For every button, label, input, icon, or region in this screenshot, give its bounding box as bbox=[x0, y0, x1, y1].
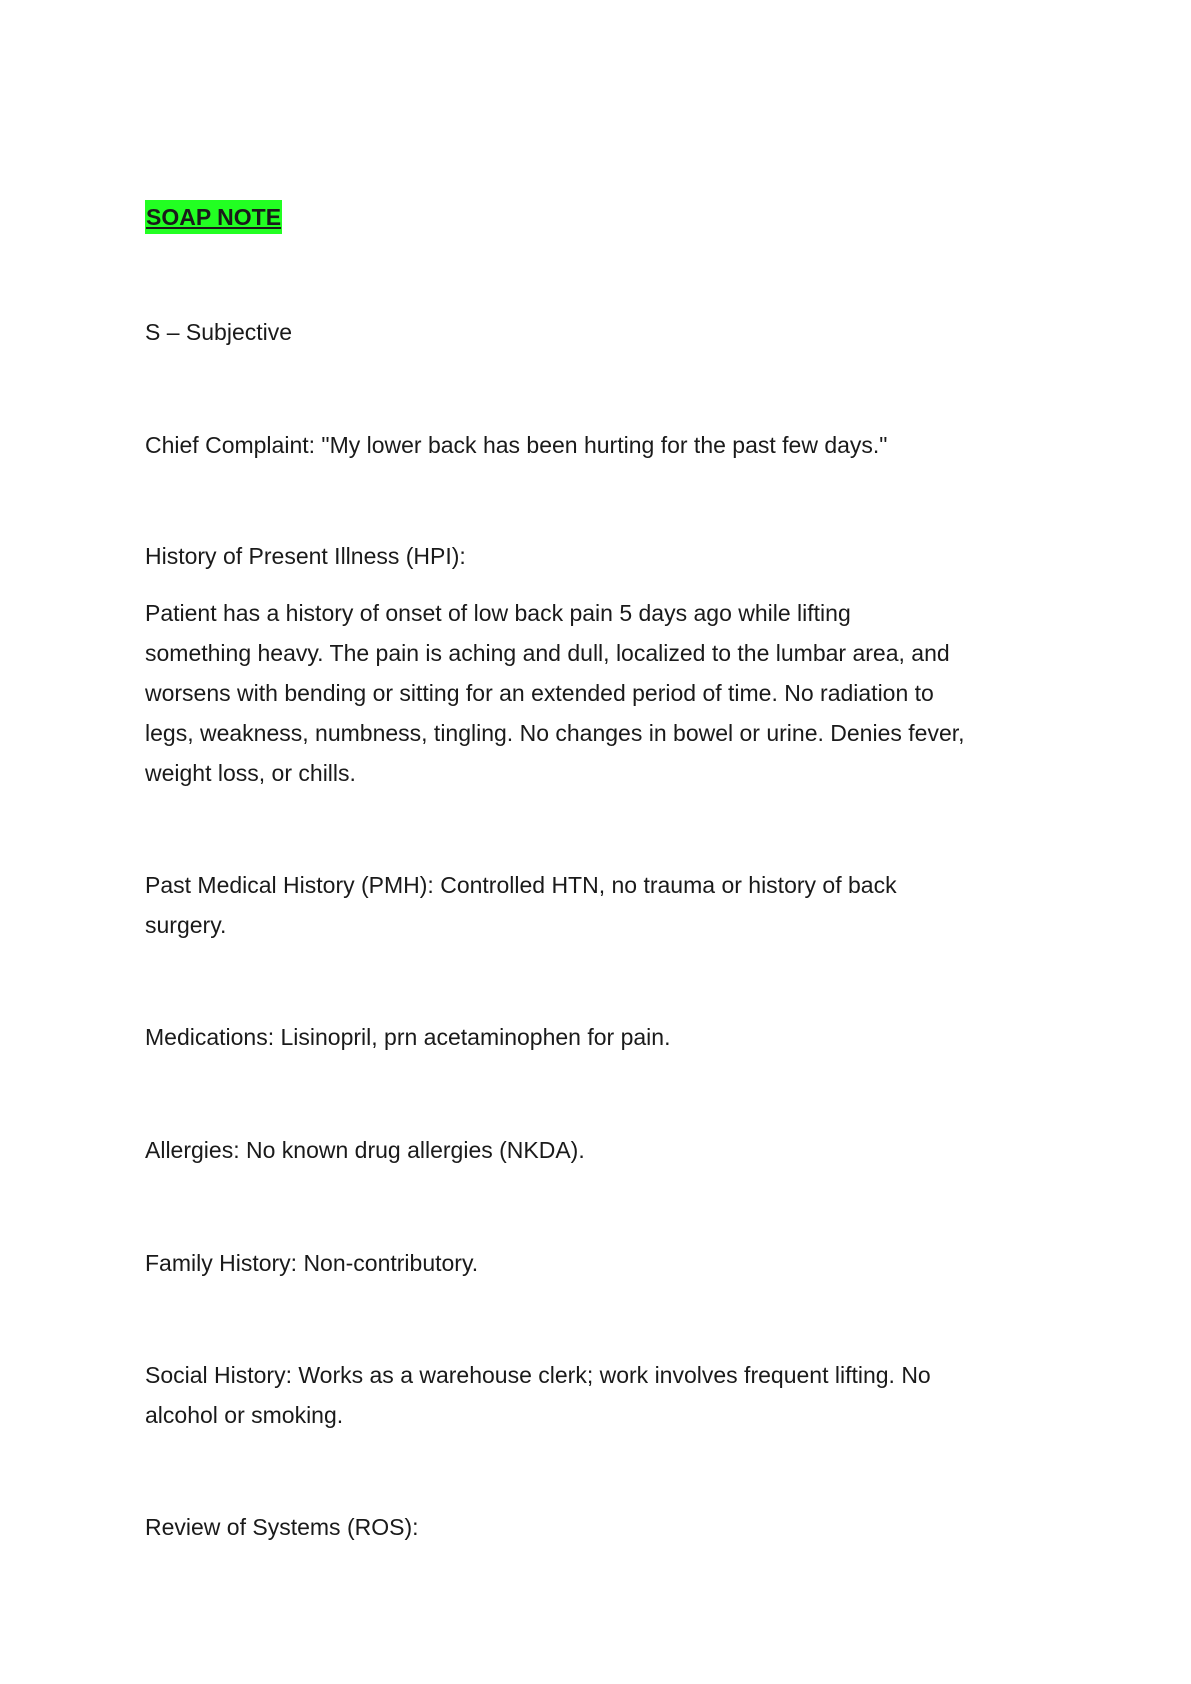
section-subjective-heading: S – Subjective bbox=[145, 319, 293, 345]
social-history-line: alcohol or smoking. bbox=[145, 1402, 344, 1428]
chief-complaint: Chief Complaint: "My lower back has been hurting for the past few days." bbox=[145, 432, 888, 458]
allergies: Allergies: No known drug allergies (NKDA). bbox=[145, 1137, 585, 1163]
medications: Medications: Lisinopril, prn acetaminophen for pain. bbox=[145, 1024, 671, 1050]
hpi-line: worsens with bending or sitting for an extended period of time. No radiation to bbox=[145, 680, 934, 706]
ros-heading: Review of Systems (ROS): bbox=[145, 1514, 419, 1540]
document-title: SOAP NOTE bbox=[145, 200, 282, 234]
hpi-line: weight loss, or chills. bbox=[145, 760, 356, 786]
family-history: Family History: Non-contributory. bbox=[145, 1250, 479, 1276]
hpi-heading: History of Present Illness (HPI): bbox=[145, 543, 466, 569]
pmh-line: Past Medical History (PMH): Controlled HTN, no trauma or history of back bbox=[145, 872, 897, 898]
social-history-line: Social History: Works as a warehouse clerk; work involves frequent lifting. No bbox=[145, 1362, 931, 1388]
hpi-line: legs, weakness, numbness, tingling. No changes in bowel or urine. Denies fever, bbox=[145, 720, 965, 746]
hpi-line: something heavy. The pain is aching and dull, localized to the lumbar area, and bbox=[145, 640, 950, 666]
hpi-line: Patient has a history of onset of low back pain 5 days ago while lifting bbox=[145, 600, 851, 626]
pmh-line: surgery. bbox=[145, 912, 227, 938]
